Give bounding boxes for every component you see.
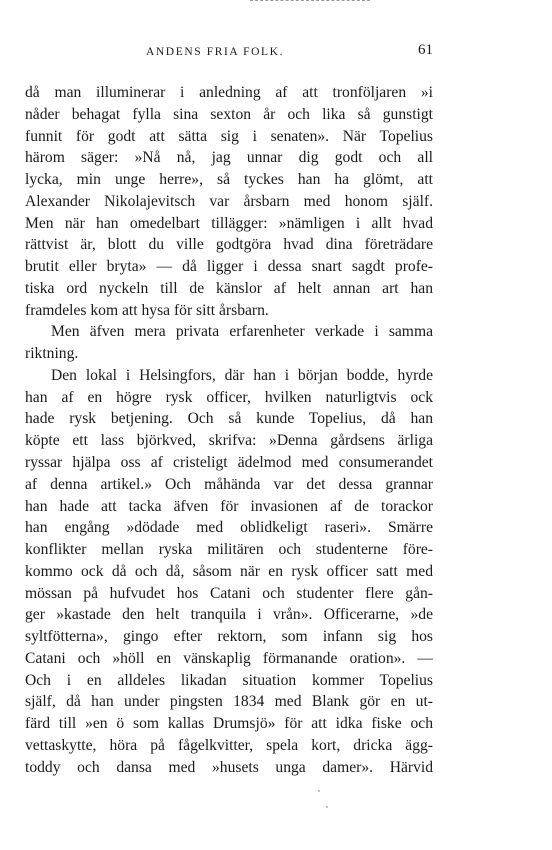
text-line: funnit för godt att sätta sig i senaten». När Topelius [25, 127, 433, 145]
text-line: nåder behagat fylla sina sexton år och lika så gunstigt [25, 105, 433, 123]
text-line: brutit eller bryta» — då ligger i dessa snart sagdt profe- [25, 258, 433, 276]
text-line: toddy och dansa med »husets unga damer». Härvid [25, 758, 433, 776]
paper-speck [326, 806, 328, 808]
paper-speck [318, 790, 320, 792]
text-line: han engång »dödade med oblidkeligt raseri». Smärre [25, 519, 433, 537]
text-line: köpte ett lass björkved, skrifva: »Denna gårdsens ärliga [25, 432, 433, 450]
text-line: ger »kastade den helt tranquila i vrån». Officerarne, »de [25, 606, 433, 624]
text-line: han hade att tacka äfven för invasionen af de torackor [25, 497, 433, 515]
text-line: själf, då han under pingsten 1834 med Blank gör en ut- [25, 693, 433, 711]
text-line: Den lokal i Helsingfors, där han i början bodde, hyrde [51, 366, 433, 384]
text-line: Catani och »höll en vänskaplig förmanande oration». — [25, 649, 433, 667]
body-text [25, 82, 433, 779]
text-line: Och i en alldeles likadan situation kommer Topelius [25, 671, 433, 689]
running-head: ANDENS FRIA FOLK. [146, 46, 285, 58]
page-number: 61 [418, 42, 433, 58]
text-line: riktning. [25, 345, 79, 363]
text-line: rättvist är, blott du ville godtgöra hvad dina företrädare [25, 236, 433, 254]
text-line: Alexander Nikolajevitsch var årsbarn med honom själf. [25, 192, 433, 210]
text-line: Men när han omedelbart tillägger: »nämligen i allt hvad [25, 214, 433, 232]
text-line: hade rysk betjening. Och så kunde Topelius, då han [25, 410, 433, 428]
text-line: tiska ord nyckeln till de känslor af helt annan art han [25, 279, 433, 297]
text-line: ryssar hjälpa oss af cristeligt ädelmod med consumerandet [25, 454, 433, 472]
text-line: han af en högre rysk officer, hvilken naturligtvis ock [25, 388, 433, 406]
text-line: Men äfven mera privata erfarenheter verkade i samma [51, 323, 433, 341]
text-line: af denna artikel.» Och måhända var det dessa grannar [25, 475, 433, 493]
text-line: färd till »en ö som kallas Drumsjö» för att idka fiske och [25, 715, 433, 733]
text-line: då man illuminerar i anledning af att tronföljaren »i [25, 84, 433, 101]
text-line: framdeles kom att hysa för sitt årsbarn. [25, 301, 269, 319]
text-line: härom säger: »Nå nå, jag unnar dig godt och all [25, 149, 433, 167]
text-line: mössan på hufvudet hos Catani och studenter flere gån- [25, 584, 433, 602]
text-line: lycka, min unge herre», så tyckes han ha glömt, att [25, 171, 433, 189]
text-line: kommo ock då och då, såsom när en rysk officer satt med [25, 562, 433, 580]
text-line: syltfötterna», gingo efter rektorn, som infann sig hos [25, 628, 433, 646]
scan-edge-artifact [250, 0, 370, 3]
text-line: konflikter mellan ryska militären och studenterne före- [25, 541, 433, 559]
text-line: vettaskytte, höra på fågelkvitter, spela kort, dricka ägg- [25, 736, 433, 754]
